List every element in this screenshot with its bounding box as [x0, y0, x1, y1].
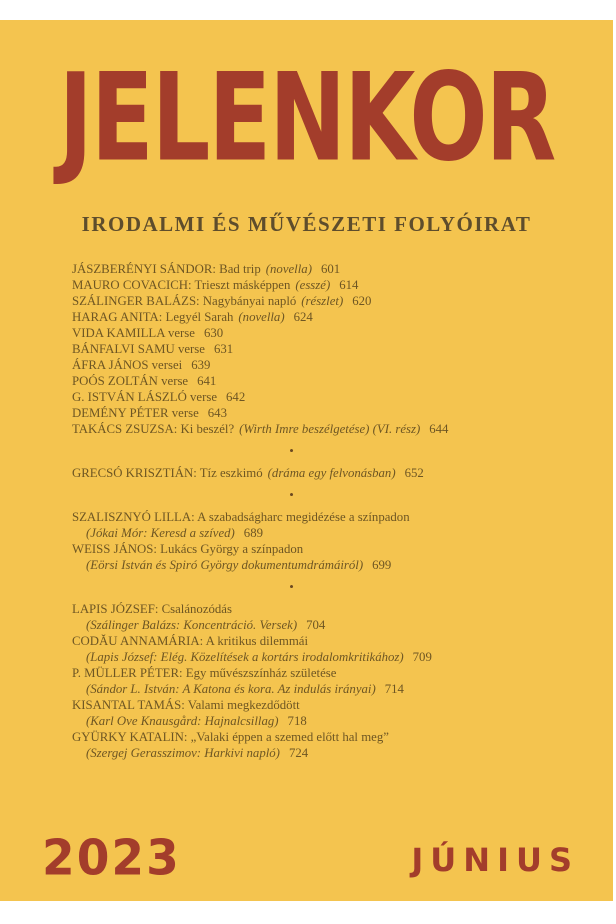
toc-subentry — [72, 681, 583, 697]
toc-entry — [72, 541, 583, 557]
toc-entry-text: SZÁLINGER BALÁZS: Nagybányai napló — [72, 294, 297, 308]
toc-entry-page: 641 — [197, 374, 217, 388]
toc-subentry — [72, 713, 583, 729]
toc-entry — [72, 341, 583, 357]
toc-entry-text: GRECSÓ KRISZTIÁN: Tíz eszkimó — [72, 466, 263, 480]
toc-entry-text: JÁSZBERÉNYI SÁNDOR: Bad trip — [72, 262, 261, 276]
magazine-title: JELENKOR — [58, 47, 555, 189]
toc-entry — [72, 277, 583, 293]
toc-entry — [72, 357, 583, 373]
toc-entry-text: CODĂU ANNAMÁRIA: A kritikus dilemmái — [72, 634, 309, 648]
section-separator-dot: • — [289, 487, 294, 502]
toc-subentry — [72, 617, 583, 633]
toc-entry-text: POÓS ZOLTÁN verse — [72, 374, 189, 388]
toc-entry-text: G. ISTVÁN LÁSZLÓ verse — [72, 390, 218, 404]
toc-subentry-page: 699 — [372, 558, 392, 572]
toc-entry — [72, 405, 583, 421]
toc-entry-text: VIDA KAMILLA verse — [72, 326, 195, 340]
toc-entry-page: 644 — [429, 422, 449, 436]
toc-entry-page: 639 — [191, 358, 211, 372]
toc-entry-note: (novella) — [265, 262, 312, 276]
toc-entry — [72, 633, 583, 649]
toc-subentry-page: 709 — [412, 650, 432, 664]
issue-month: JÚNIUS — [411, 841, 579, 879]
toc-subentry — [72, 649, 583, 665]
toc-entry-page: 624 — [293, 310, 313, 324]
toc-entry-note: (részlet) — [301, 294, 344, 308]
toc-subentry-note: (Szálinger Balázs: Koncentráció. Versek) — [86, 618, 298, 632]
toc-subentry-note: (Eörsi István és Spiró György dokumentumdrámáiról) — [86, 558, 364, 572]
toc-entry — [72, 309, 583, 325]
toc-subentry-note: (Szergej Gerasszimov: Harkivi napló) — [86, 746, 280, 760]
toc-subentry-note: (Jókai Mór: Keresd a szíved) — [86, 526, 235, 540]
toc-entry-text: KISANTAL TAMÁS: Valami megkezdődött — [72, 698, 300, 712]
toc-entry-note: (novella) — [238, 310, 285, 324]
toc-entry — [72, 325, 583, 341]
toc-entry-note: (Wirth Imre beszélgetése) (VI. rész) — [239, 422, 421, 436]
issue-year: 2023 — [42, 829, 181, 887]
toc-entry — [72, 697, 583, 713]
toc-entry-page: 631 — [213, 342, 234, 356]
toc-subentry — [72, 745, 583, 761]
toc-entry-note: (esszé) — [295, 278, 331, 292]
toc-entry-page: 652 — [404, 466, 424, 480]
toc-entry — [72, 509, 583, 525]
toc-subentry-page: 718 — [287, 714, 307, 728]
magazine-cover — [0, 20, 613, 901]
toc-entry — [72, 465, 583, 481]
section-separator-dot: • — [289, 443, 294, 458]
toc-entry-page: 630 — [203, 326, 224, 340]
toc-entry-text: WEISS JÁNOS: Lukács György a színpadon — [72, 542, 304, 556]
toc-entry-page: 643 — [207, 406, 227, 420]
toc-subentry-note: (Karl Ove Knausgård: Hajnalcsillag) — [86, 714, 279, 728]
toc-subentry-page: 689 — [243, 526, 263, 540]
toc-entry — [72, 389, 583, 405]
toc-subentry — [72, 557, 583, 573]
toc-entry — [72, 373, 583, 389]
toc-entry-text: LAPIS JÓZSEF: Csalánozódás — [72, 602, 232, 616]
toc-subentry-page: 704 — [306, 618, 326, 632]
toc-entry-text: HARAG ANITA: Legyél Sarah — [72, 310, 234, 324]
toc-entry-text: ÁFRA JÁNOS versei — [72, 358, 183, 372]
toc-entry-note: (dráma egy felvonásban) — [267, 466, 396, 480]
magazine-subtitle: IRODALMI ÉS MŰVÉSZETI FOLYÓIRAT — [81, 212, 532, 236]
toc-entry-text: DEMÉNY PÉTER verse — [72, 406, 199, 420]
toc-entry-page: 601 — [320, 262, 341, 276]
toc-subentry — [72, 525, 583, 541]
masthead — [0, 47, 613, 237]
toc-entry — [72, 601, 583, 617]
table-of-contents — [0, 261, 613, 761]
toc-entry — [72, 421, 583, 437]
section-separator-dot: • — [289, 579, 294, 594]
toc-entry-text: SZALISZNYÓ LILLA: A szabadságharc megidézése a színpadon — [72, 510, 410, 524]
toc-entry-text: GYÜRKY KATALIN: „Valaki éppen a szemed előtt hal meg” — [72, 730, 389, 744]
toc-entry-page: 614 — [339, 278, 359, 292]
toc-entry-text: P. MÜLLER PÉTER: Egy művészszínház születése — [72, 666, 337, 680]
toc-subentry-note: (Sándor L. István: A Katona és kora. Az indulás irányai) — [86, 682, 376, 696]
toc-entry — [72, 293, 583, 309]
toc-entry-page: 642 — [226, 390, 246, 404]
toc-entry-text: TAKÁCS ZSUZSA: Ki beszél? — [72, 422, 235, 436]
toc-entry-page: 620 — [352, 294, 372, 308]
toc-entry — [72, 665, 583, 681]
toc-entry — [72, 729, 583, 745]
toc-entry-text: MAURO COVACICH: Trieszt másképpen — [72, 278, 291, 292]
toc-entry — [72, 261, 583, 277]
toc-subentry-note: (Lapis József: Elég. Közelítések a kortárs irodalomkritikához) — [86, 650, 404, 664]
toc-subentry-page: 714 — [384, 682, 404, 696]
toc-subentry-page: 724 — [288, 746, 309, 760]
toc-entry-text: BÁNFALVI SAMU verse — [72, 342, 205, 356]
